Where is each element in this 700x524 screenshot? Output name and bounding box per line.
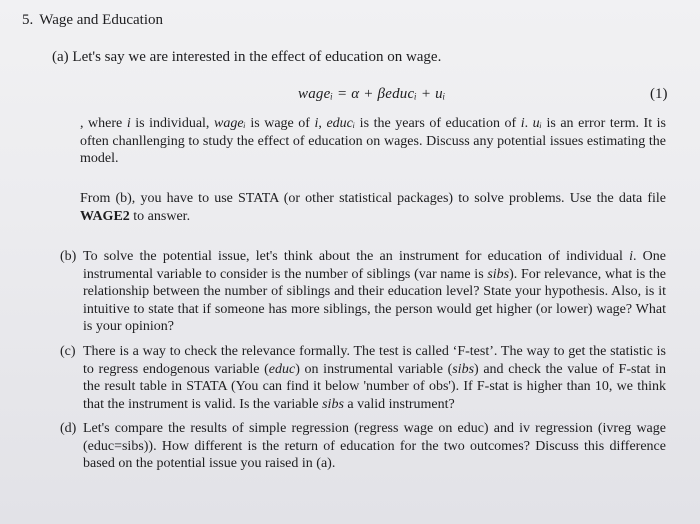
text-run: ). For relevance, what is the relationship between the number of siblings and their education level? State your hypothesis. Also, is it intuitive to state that if someone has more siblings, the person would get higher (or lower) wage? What is your opinion? bbox=[83, 266, 666, 334]
equation: wageᵢ = α + βeducᵢ + uᵢ bbox=[298, 86, 446, 102]
part-a-intro-text: Let's say we are interested in the effect of education on wage. bbox=[72, 49, 442, 65]
part-d-label: (d) bbox=[60, 421, 77, 436]
text-run: ) and check the value of F-stat in the result table in STATA (You can find it below 'number of obs'). If F-stat is higher than 10, we think that the instrument is valid. Is the variable bbox=[83, 361, 666, 412]
data-file-name: WAGE2 bbox=[80, 208, 130, 224]
variable-wage: wageᵢ bbox=[213, 116, 246, 131]
variable-i: i bbox=[629, 249, 633, 264]
variable-sibs: sibs bbox=[487, 266, 510, 282]
text-run: To solve the potential issue, let's think about the an instrument for education of individual bbox=[83, 249, 630, 264]
text-run: , where bbox=[80, 116, 127, 131]
text-run: . One instrumental variable to consider is the number of siblings (var name is bbox=[83, 249, 666, 282]
variable-educ: educᵢ bbox=[326, 116, 356, 131]
question-number: 5. bbox=[22, 12, 34, 28]
text-run: There is a way to check the relevance formally. The test is called ‘F-test’. The way to get the statistic is to regress endogenous variable ( bbox=[83, 344, 666, 377]
variable-educ: educ bbox=[268, 361, 296, 377]
text-run: is wage of bbox=[245, 116, 315, 131]
variable-i: i bbox=[126, 116, 131, 131]
text-run: to answer. bbox=[129, 208, 191, 224]
question-title: Wage and Education bbox=[39, 12, 163, 28]
variable-u: uᵢ bbox=[532, 116, 542, 131]
part-b bbox=[60, 248, 666, 336]
data-note-paragraph bbox=[80, 190, 666, 225]
question-heading bbox=[22, 12, 163, 29]
text-run: is individual, bbox=[130, 116, 214, 131]
text-run: . bbox=[524, 116, 533, 131]
part-b-text bbox=[83, 248, 666, 336]
text-run: a valid instrument? bbox=[343, 396, 455, 412]
text-run: is an error term. It is often chanllenging to study the effect of education on wages. Discuss any potential issues estimating the model. bbox=[80, 116, 667, 166]
part-a-intro bbox=[52, 49, 441, 66]
part-c bbox=[60, 343, 666, 413]
text-run: is the years of education of bbox=[355, 116, 521, 131]
part-d bbox=[60, 420, 666, 473]
variable-i: i bbox=[520, 116, 525, 131]
text-run: , bbox=[318, 116, 327, 131]
variable-i: i bbox=[314, 116, 319, 131]
part-a-paragraph bbox=[80, 115, 666, 168]
equation-number: (1) bbox=[650, 86, 668, 102]
variable-sibs: sibs bbox=[322, 396, 344, 412]
part-d-text: Let's compare the results of simple regression (regress wage on educ) and iv regression (ivreg wage (educ=sibs)). How different is the return of education for the two outcomes? Discuss this difference based on the potential issue you raised in (a). bbox=[83, 421, 666, 471]
part-c-label: (c) bbox=[60, 344, 76, 359]
variable-sibs: sibs bbox=[452, 361, 475, 377]
text-run: ) on instrumental variable ( bbox=[295, 361, 453, 377]
text-run: From (b), you have to use STATA (or other statistical packages) to solve problems. Use the data file bbox=[80, 191, 666, 206]
part-c-text bbox=[83, 343, 666, 413]
part-a-label: (a) bbox=[52, 49, 69, 65]
part-b-label: (b) bbox=[60, 249, 77, 264]
